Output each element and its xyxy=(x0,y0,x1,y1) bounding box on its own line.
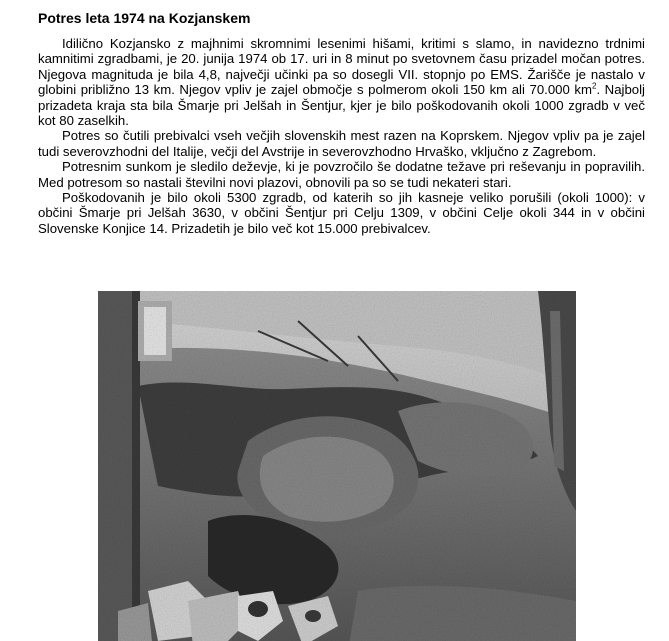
superscript-2: 2 xyxy=(591,81,597,91)
paragraph-4: Poškodovanih je bilo okoli 5300 zgradb, od katerih so jih kasneje veliko porušili (okoli 1000): v občini Šmarje pri Jelšah 3630, v občini Šentjur pri Celju 1309, v občini Celje okoli 344 in v občini Slovenske Konjice 14. Prizadetih je bilo več kot 15.000 prebivalcev. xyxy=(38,190,645,236)
document-title: Potres leta 1974 na Kozjanskem xyxy=(38,10,251,26)
landslide-photo xyxy=(98,291,576,641)
paragraph-3: Potresnim sunkom je sledilo deževje, ki je povzročilo še dodatne težave pri reševanju in popravilih. Med potresom so nastali številni novi plazovi, obnovili pa so se tudi nekateri stari. xyxy=(38,159,645,190)
paragraph-1-text-b: . Najbolj prizadeta kraja sta bila Šmarje pri Jelšah in Šentjur, kjer je bilo poškodovanih okoli 1000 zgradb v več kot 80 zaselkih. xyxy=(38,82,645,129)
paragraph-1 xyxy=(38,36,645,128)
article-body xyxy=(38,36,645,236)
paragraph-1-text-a: Idilično Kozjansko z majhnimi skromnimi lesenimi hišami, kritimi s slamo, in navidezno trdnimi kamnitimi zgradbami, je 20. junija 1974 ob 17. uri in 8 minut po svetovnem času prizadel močan potres. Njegova magnituda je bila 4,8, največji učinki pa so dosegli VII. stopnjo po EMS. Žarišče je nastalo v globini približno 13 km. Njegov vpliv je zajel območje s polmerom okoli 150 km ali 70.000 km xyxy=(38,36,645,98)
landslide-photo-drawing xyxy=(98,291,576,641)
paragraph-2: Potres so čutili prebivalci vseh večjih slovenskih mest razen na Koprskem. Njegov vpliv pa je zajel tudi severovzhodni del Italije, večji del Avstrije in severovzhodno Hrvaško, vključno z Zagrebom. xyxy=(38,128,645,159)
